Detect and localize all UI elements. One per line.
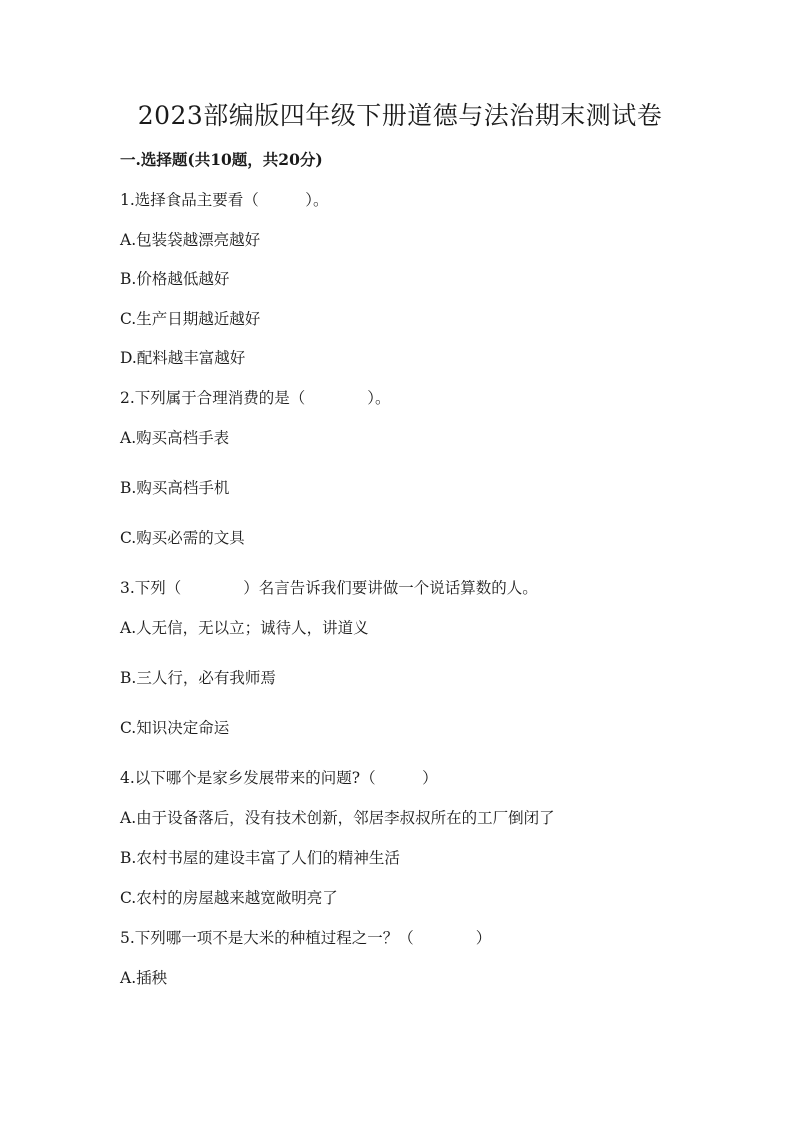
- question-4-option-a: A.由于设备落后，没有技术创新，邻居李叔叔所在的工厂倒闭了: [120, 809, 555, 827]
- question-1-stem: 1.选择食品主要看（ ）。: [120, 191, 329, 209]
- question-3-stem: 3.下列（ ）名言告诉我们要讲做一个说话算数的人。: [120, 579, 538, 597]
- question-2-stem: 2.下列属于合理消费的是（ ）。: [120, 389, 391, 407]
- question-1-option-b: B.价格越低越好: [120, 270, 230, 288]
- question-1-option-d: D.配料越丰富越好: [120, 349, 246, 367]
- question-1-option-a: A.包装袋越漂亮越好: [120, 231, 261, 249]
- question-1-option-c: C.生产日期越近越好: [120, 310, 261, 328]
- question-4-option-b: B.农村书屋的建设丰富了人们的精神生活: [120, 849, 400, 867]
- question-2-option-c: C.购买必需的文具: [120, 529, 245, 547]
- question-2-option-b: B.购买高档手机: [120, 479, 230, 497]
- question-4-option-c: C.农村的房屋越来越宽敞明亮了: [120, 889, 338, 907]
- question-3-option-b: B.三人行，必有我师焉: [120, 669, 276, 687]
- section-heading: 一.选择题(共10题，共20分): [120, 150, 323, 169]
- question-2-option-a: A.购买高档手表: [120, 429, 230, 447]
- question-5-stem: 5.下列哪一项不是大米的种植过程之一？（ ）: [120, 929, 492, 947]
- question-4-stem: 4.以下哪个是家乡发展带来的问题?（ ）: [120, 769, 438, 787]
- page-title: 2023部编版四年级下册道德与法治期末测试卷: [137, 101, 663, 130]
- question-3-option-a: A.人无信，无以立；诚待人，讲道义: [120, 619, 369, 637]
- question-3-option-c: C.知识决定命运: [120, 719, 230, 737]
- question-5-option-a: A.插秧: [120, 969, 168, 987]
